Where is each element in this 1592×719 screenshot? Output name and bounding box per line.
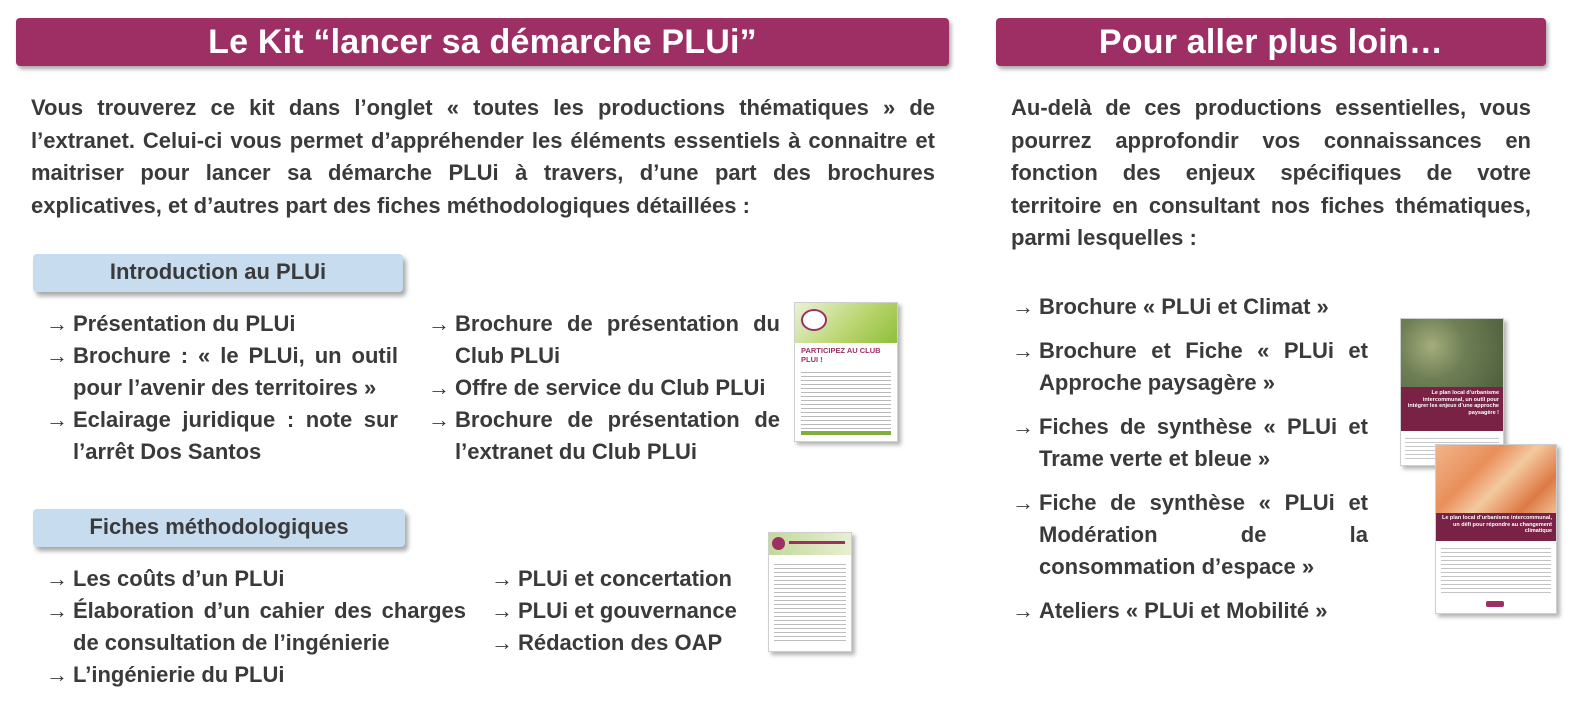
list-item[interactable]: → Rédaction des OAP xyxy=(491,627,761,659)
methodology-list-col1 xyxy=(46,563,466,691)
arrow-icon: → xyxy=(46,662,68,687)
further-banner-title: Pour aller plus loin… xyxy=(1098,23,1444,61)
thumbnail-caption: Le plan local d’urbanisme intercommunal, un outil pour intégrer les enjeux d’une approche paysagère ! xyxy=(1407,390,1499,416)
introduction-list-col2 xyxy=(428,308,780,468)
arrow-icon: → xyxy=(491,630,513,655)
list-item[interactable]: → Brochure : « le PLUi, un outil pour l’avenir des territoires » xyxy=(46,340,398,404)
kit-banner xyxy=(16,18,949,66)
list-item[interactable]: → PLUi et concertation xyxy=(491,563,761,595)
club-logo-icon xyxy=(801,309,827,331)
arrow-icon: → xyxy=(1012,294,1034,319)
list-item[interactable]: → Ateliers « PLUi et Mobilité » xyxy=(1012,595,1368,627)
aerial-photo xyxy=(1401,319,1503,387)
arrow-icon: → xyxy=(1012,338,1034,363)
arrow-icon: → xyxy=(46,566,68,591)
arrow-icon: → xyxy=(46,598,68,623)
arrow-icon: → xyxy=(428,375,450,400)
arrow-icon: → xyxy=(1012,490,1034,515)
thumbnail-caption: Le plan local d’urbanisme intercommunal, un défi pour répondre au changement climatique xyxy=(1441,515,1552,534)
club-brochure-thumbnail[interactable] xyxy=(794,302,898,442)
arrow-icon: → xyxy=(491,566,513,591)
list-item[interactable]: → Élaboration d’un cahier des charges de consultation de l’ingénierie xyxy=(46,595,466,659)
climat-brochure-thumbnail[interactable] xyxy=(1435,444,1557,614)
thumbnail-footer xyxy=(801,431,891,435)
arrow-icon: → xyxy=(46,343,68,368)
list-item[interactable]: → Brochure « PLUi et Climat » xyxy=(1012,291,1368,323)
methodology-list-col2 xyxy=(491,563,761,659)
section-title-introduction: Introduction au PLUi xyxy=(33,254,403,292)
thumbnail-caption-band xyxy=(1401,387,1503,431)
arrow-icon: → xyxy=(491,598,513,623)
list-item[interactable]: → Fiche de synthèse « PLUi et Modération de la consommation d’espace » xyxy=(1012,487,1368,583)
further-list xyxy=(1012,291,1368,627)
further-banner xyxy=(996,18,1546,66)
list-item[interactable]: → Brochure et Fiche « PLUi et Approche paysagère » xyxy=(1012,335,1368,399)
list-item[interactable]: → Fiches de synthèse « PLUi et Trame verte et bleue » xyxy=(1012,411,1368,475)
arrow-icon: → xyxy=(428,311,450,336)
section-title-methodology: Fiches méthodologiques xyxy=(33,509,405,547)
list-item[interactable]: → Eclairage juridique : note sur l’arrêt Dos Santos xyxy=(46,404,398,468)
thumbnail-title-line xyxy=(789,541,845,544)
thumbnail-text-lines xyxy=(1441,545,1551,595)
further-intro-text: Au-delà de ces productions essentielles, vous pourrez approfondir vos connaissances en fonction des enjeux spécifiques de votre territoire en consultant nos fiches thématiques, parmi lesquelles : xyxy=(1011,95,1531,250)
methodology-sheet-thumbnail[interactable] xyxy=(768,532,852,652)
arrow-icon: → xyxy=(428,407,450,432)
thumbnail-caption-band xyxy=(1436,513,1556,541)
club-logo-icon xyxy=(772,537,785,550)
club-logo-icon xyxy=(1486,601,1504,607)
list-item[interactable]: → Offre de service du Club PLUi xyxy=(428,372,780,404)
kit-intro-text: Vous trouverez ce kit dans l’onglet « toutes les productions thématiques » de l’extranet. Celui-ci vous permet d’appréhender les éléments essentiels à connaitre et maitriser pour lancer sa démarche PLUi à travers, d’une part des brochures explicatives, et d’autres part des fiches méthodologiques détaillées : xyxy=(31,95,935,218)
list-item[interactable]: → Les coûts d’un PLUi xyxy=(46,563,466,595)
kit-banner-title: Le Kit “lancer sa démarche PLUi” xyxy=(208,23,757,61)
list-item[interactable]: → Présentation du PLUi xyxy=(46,308,398,340)
list-item[interactable]: → Brochure de présentation de l’extranet du Club PLUi xyxy=(428,404,780,468)
introduction-list-col1 xyxy=(46,308,398,468)
arrow-icon: → xyxy=(1012,414,1034,439)
arrow-icon: → xyxy=(46,407,68,432)
arrow-icon: → xyxy=(1012,598,1034,623)
thumbnail-heading: PARTICIPEZ AU CLUB PLUI ! xyxy=(801,346,881,364)
arrow-icon: → xyxy=(46,311,68,336)
list-item[interactable]: → PLUi et gouvernance xyxy=(491,595,761,627)
heat-map-image xyxy=(1436,445,1556,513)
list-item[interactable]: → L’ingénierie du PLUi xyxy=(46,659,466,691)
list-item[interactable]: → Brochure de présentation du Club PLUi xyxy=(428,308,780,372)
thumbnail-text-lines xyxy=(774,561,846,641)
thumbnail-text-lines xyxy=(801,369,891,429)
